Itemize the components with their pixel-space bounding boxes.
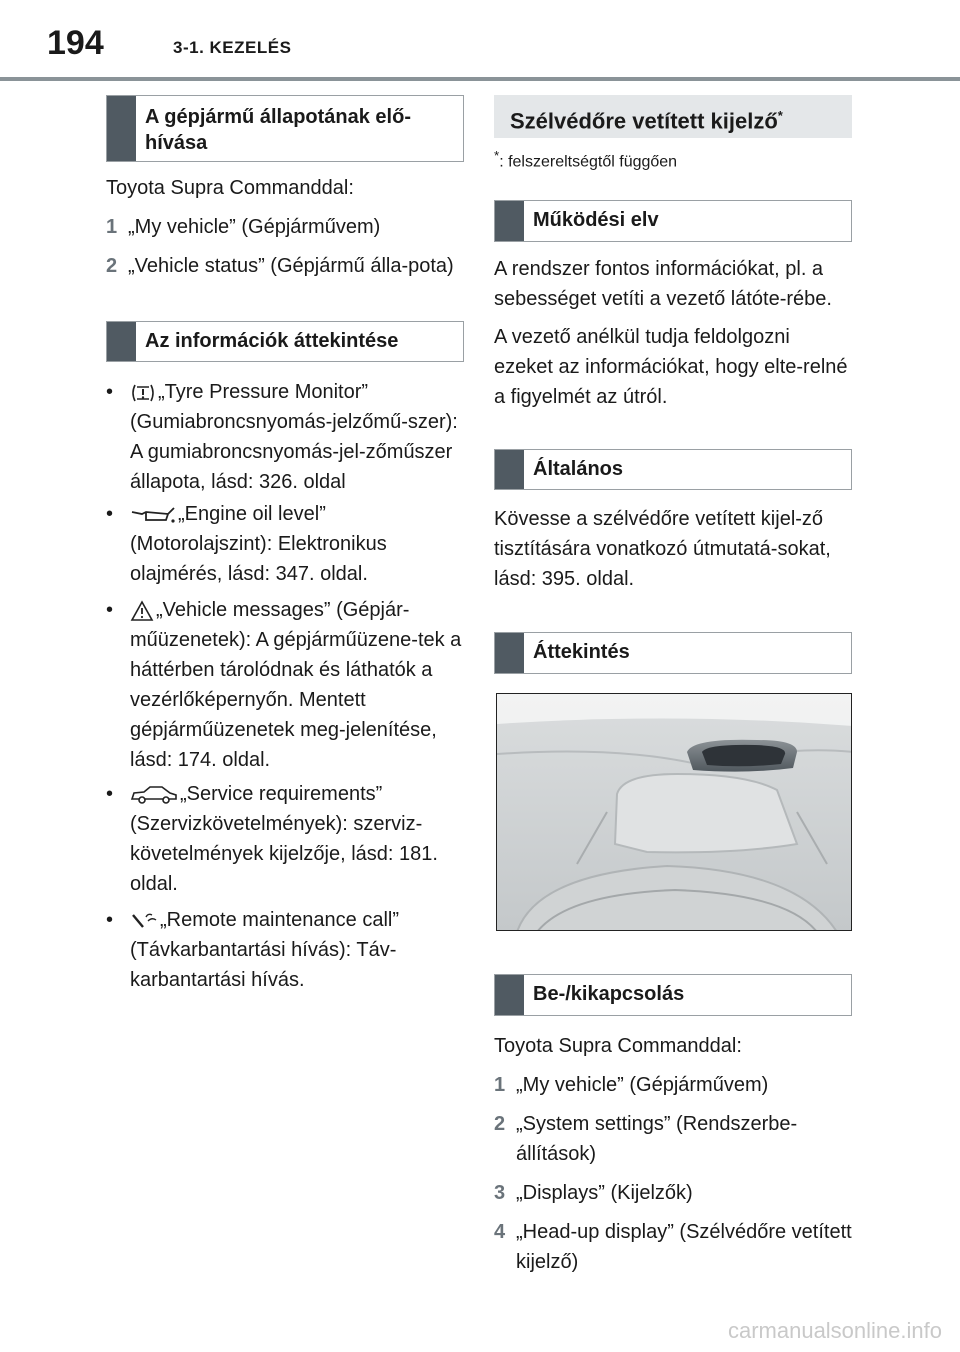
list-item: • „Service requirements” (Szervizkövetelmények): szerviz-követelmények kijelzője, lásd: 181. oldal.	[106, 783, 438, 895]
section-heading-onoff	[494, 974, 852, 1016]
section-title: 3-1. KEZELÉS	[173, 38, 292, 57]
intro-text: Toyota Supra Commanddal:	[494, 1035, 742, 1058]
availability-note: *: felszereltségtől függően	[494, 148, 678, 171]
step-item: 1 „My vehicle” (Gépjárművem)	[106, 216, 381, 238]
section-heading-principle	[494, 200, 852, 242]
step-item: 4 „Head-up display” (Szélvédőre vetített kijelző)	[494, 1221, 852, 1274]
page-number: 194	[47, 24, 104, 62]
intro-text: Toyota Supra Commanddal:	[106, 177, 354, 199]
section-heading-text: Be-/kikapcsolás	[533, 983, 685, 1006]
list-item: • „Remote maintenance call” (Távkarbantartási hívás): Táv-karbantartási hívás.	[106, 909, 399, 991]
tyre-pressure-icon	[130, 382, 156, 404]
info-bullet-list	[106, 377, 464, 995]
section-heading-text: Az információk áttekintése	[145, 330, 399, 352]
section-heading-overview	[494, 632, 852, 674]
header-rule	[0, 77, 960, 81]
principle-paragraph-1: A rendszer fontos információkat, pl. a sebességet vetíti a vezető látóte-rébe.	[494, 258, 832, 311]
warning-triangle-icon	[130, 600, 154, 622]
step-item: 2 „Vehicle status” (Gépjármű álla-pota)	[106, 255, 454, 277]
section-heading-text: Általános	[533, 458, 624, 481]
footnote-mark: *	[777, 108, 783, 123]
car-service-icon	[130, 785, 178, 805]
list-item: • „Vehicle messages” (Gépjár-műüzenetek): A gépjárműüzene-tek a háttérben tárolódnak és láthatók a vezérlőképernyőn. Mentett gépjárműüzenetek meg-jelenítése, lásd: 174. oldal.	[106, 599, 462, 771]
section-heading-text: A gépjármű állapotának elő-hívása	[145, 106, 411, 154]
head-up-display-photo	[496, 693, 852, 931]
list-item: • „Tyre Pressure Monitor” (Gumiabroncsnyomás-jelzőmű-szer): A gumiabroncsnyomás-jel-zőműszer állapota, lásd: 326. oldal	[106, 381, 458, 493]
section-heading-text: Áttekintés	[533, 641, 630, 664]
step-item: 3 „Displays” (Kijelzők)	[494, 1182, 693, 1205]
section-heading-general	[494, 449, 852, 490]
wrench-icon	[130, 911, 158, 931]
step-item: 1 „My vehicle” (Gépjárművem)	[494, 1074, 769, 1097]
oil-can-icon	[130, 505, 176, 525]
step-item: 2 „System settings” (Rendszerbe-állítások)	[494, 1113, 798, 1166]
list-item: • „Engine oil level” (Motorolajszint): Elektronikus olajmérés, lásd: 347. oldal.	[106, 503, 387, 585]
left-column	[106, 95, 464, 995]
principle-paragraph-2: A vezető anélkül tudja feldolgozni ezeket az információkat, hogy elte-relné a figyelmét az útról.	[494, 326, 848, 409]
section-heading-status	[106, 95, 464, 162]
dashboard-illustration	[497, 694, 852, 931]
main-section-heading	[494, 95, 852, 138]
section-heading-overview	[106, 321, 464, 362]
general-paragraph: Kövesse a szélvédőre vetített kijel-ző tisztítására vonatkozó útmutatá-sokat, lásd: 395. oldal.	[494, 508, 831, 591]
section-heading-text: Működési elv	[533, 209, 659, 232]
watermark-text: carmanualsonline.info	[727, 1318, 942, 1343]
right-column	[494, 95, 852, 1277]
main-heading-text: Szélvédőre vetített kijelző	[510, 108, 778, 134]
